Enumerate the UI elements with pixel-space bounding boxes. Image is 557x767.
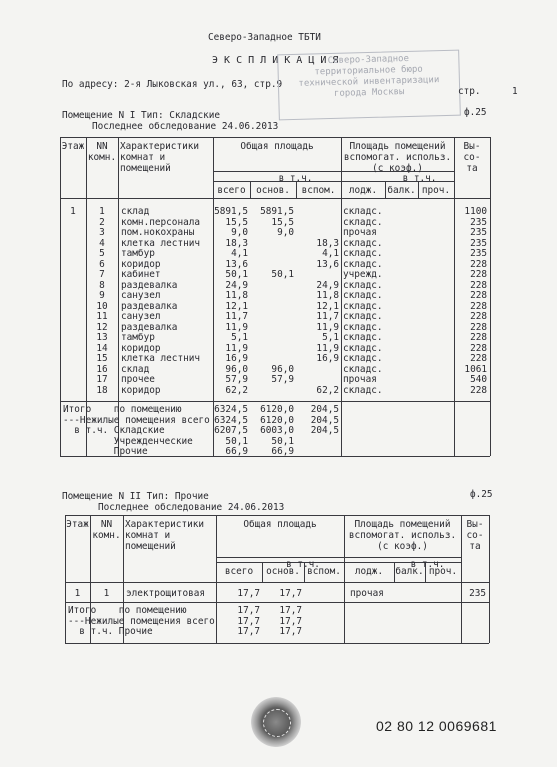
cell-room-name: санузел — [121, 290, 161, 301]
cell-room-number: 8 — [99, 279, 105, 291]
total-label: Итого по помещению — [63, 404, 182, 415]
col-total-area-header: Общая площадь — [240, 141, 314, 152]
cell-usage: складс. — [343, 290, 383, 301]
cell-room-name: склад — [121, 206, 150, 217]
cell-room-name: пом.нокохраны — [121, 227, 195, 238]
cell-room-name: тамбур — [121, 332, 155, 343]
cell-total-area: 11,7 — [225, 311, 248, 322]
total-area: 6207,5 — [214, 425, 248, 436]
cell-total-area: 62,2 — [225, 384, 248, 396]
cell-total-area: 24,9 — [225, 279, 248, 291]
cell-total-area: 57,9 — [225, 374, 248, 385]
col-aux-header: вспом. — [301, 185, 336, 196]
cell-aux-area: 24,9 — [316, 279, 339, 291]
cell-room-number: 12 — [96, 321, 108, 333]
col-floor-header: Этаж — [61, 141, 85, 152]
cell-aux-area: 11,9 — [316, 321, 339, 333]
cell-room-name: санузел — [121, 311, 161, 322]
cell-aux-area: 13,6 — [316, 258, 339, 270]
cell-usage: складс. — [343, 258, 383, 270]
cell-floor: 1 — [74, 588, 81, 599]
premise2-title: Помещение N II Тип: Прочие — [62, 491, 209, 502]
cell-height: 228 — [470, 321, 487, 333]
cell-usage: складс. — [343, 237, 383, 249]
cell-height: 540 — [470, 374, 487, 385]
col-aux-area-header: Площадь помещений вспомогат. использ. (с коэф.) — [343, 141, 452, 174]
total-label: Учрежденческие — [63, 435, 193, 447]
cell-usage: складс. — [343, 363, 383, 375]
cell-total-area: 17,7 — [237, 588, 260, 599]
page-label: стр. — [458, 86, 481, 97]
cell-room-number: 18 — [96, 384, 108, 396]
cell-room-name: комн.персонала — [121, 216, 201, 228]
cell-total-area: 5,1 — [231, 332, 248, 343]
cell-height: 235 — [469, 588, 486, 599]
stamp-line: города Москвы — [333, 87, 405, 99]
cell-aux-area: 4,1 — [322, 248, 339, 259]
cell-room-number: 2 — [99, 216, 105, 228]
premise2-survey: Последнее обследование 24.06.2013 — [98, 502, 285, 513]
cell-room-number: 1 — [103, 588, 110, 599]
col-total-area-header: Общая площадь — [243, 519, 317, 530]
col-floor-header: Этаж — [66, 519, 89, 530]
cell-aux-area: 11,7 — [316, 311, 339, 322]
cell-total-area: 5891,5 — [214, 206, 248, 217]
cell-usage: прочая — [343, 227, 377, 238]
col-aux-incl-header: в т.ч. — [410, 559, 445, 570]
cell-height: 1061 — [464, 363, 487, 375]
cell-room-number: 15 — [96, 353, 108, 364]
cell-total-area: 11,9 — [225, 321, 248, 333]
table-rule — [65, 643, 489, 644]
cell-total-area: 15,5 — [225, 216, 248, 228]
total-aux-area: 204,5 — [310, 404, 339, 415]
cell-room-name: тамбур — [121, 248, 155, 259]
cell-room-name: электрощитовая — [126, 588, 206, 599]
total-main-area: 6003,0 — [260, 425, 294, 436]
cell-total-area: 12,1 — [225, 300, 248, 312]
total-main-area: 6120,0 — [260, 404, 294, 415]
total-label: Итого по помещению — [68, 605, 187, 616]
cell-usage: прочая — [350, 588, 384, 599]
cell-height: 228 — [470, 290, 487, 301]
total-main-area: 50,1 — [271, 435, 294, 447]
cell-usage: складс. — [343, 342, 383, 354]
cell-total-area: 13,6 — [225, 258, 248, 270]
table-rule — [60, 137, 61, 456]
premise1-survey: Последнее обследование 24.06.2013 — [92, 121, 279, 132]
table-rule — [60, 401, 490, 402]
col-room-number-header: NN комн. — [87, 141, 117, 163]
cell-room-number: 16 — [96, 363, 108, 375]
total-aux-area: 204,5 — [310, 414, 339, 426]
col-other-header: проч. — [421, 185, 451, 196]
cell-total-area: 11,8 — [225, 290, 248, 301]
cell-usage: складс. — [343, 332, 383, 343]
cell-room-name: клетка лестнич — [121, 237, 201, 249]
cell-height: 228 — [470, 342, 487, 354]
cell-usage: складс. — [343, 206, 383, 217]
col-room-number-header: NN комн. — [92, 519, 121, 541]
cell-total-area: 4,1 — [231, 248, 248, 259]
cell-height: 228 — [470, 384, 487, 396]
col-height-header: Вы- со- та — [463, 141, 481, 174]
col-incl-header: в т.ч. — [286, 559, 320, 570]
table-rule — [216, 557, 344, 558]
col-main-header: основ. — [256, 185, 290, 196]
col-description-header: Характеристики комнат и помещений — [125, 519, 205, 552]
cell-height: 228 — [470, 258, 487, 270]
cell-height: 1100 — [464, 206, 487, 217]
col-loggia-header: лодж. — [348, 185, 378, 196]
cell-usage: складс. — [343, 311, 383, 322]
document-number: 02 80 12 0069681 — [376, 718, 497, 734]
premise1-form: ф.25 — [464, 107, 487, 118]
cell-main-area: 17,7 — [279, 588, 302, 599]
total-area: 50,1 — [225, 435, 248, 447]
total-main-area: 66,9 — [271, 446, 294, 457]
cell-room-name: коридор — [121, 342, 161, 354]
table-rule — [489, 515, 490, 643]
cell-room-number: 17 — [96, 374, 108, 385]
col-aux-incl-header: в т.ч. — [402, 173, 437, 184]
total-label: в т.ч. Складские — [63, 425, 165, 436]
document-title: Э К С П Л И К А Ц И Я — [212, 55, 339, 66]
stamp-line: Северо-Западное — [327, 53, 410, 67]
cell-usage: складс. — [343, 279, 383, 291]
cell-room-name: коридор — [121, 258, 161, 270]
cell-main-area: 57,9 — [271, 374, 294, 385]
total-main-area: 6120,0 — [260, 414, 294, 426]
cell-aux-area: 18,3 — [316, 237, 339, 249]
cell-usage: прочая — [343, 374, 377, 385]
seal-inner-ring — [263, 709, 291, 737]
cell-aux-area: 5,1 — [322, 332, 339, 343]
cell-height: 228 — [470, 332, 487, 343]
cell-main-area: 5891,5 — [260, 206, 294, 217]
cell-floor: 1 — [70, 206, 76, 217]
cell-usage: учрежд. — [343, 269, 383, 280]
page-number: 1 — [512, 86, 518, 97]
col-total-header: всего — [224, 566, 254, 577]
cell-main-area: 15,5 — [271, 216, 294, 228]
table-rule — [65, 602, 489, 603]
cell-room-number: 9 — [99, 290, 105, 301]
cell-aux-area: 11,9 — [316, 342, 339, 354]
cell-usage: складс. — [343, 300, 383, 312]
stamp-line: территориальное бюро — [314, 64, 423, 78]
col-aux-area-header: Площадь помещений вспомогат. использ. (с коэф.) — [348, 519, 457, 552]
total-label: ---Нежилые помещения всего — [63, 414, 210, 426]
address: По адресу: 2-я Лыковская ул., 63, стр.9 — [62, 79, 283, 90]
cell-room-number: 4 — [99, 237, 105, 249]
cell-room-number: 6 — [99, 258, 105, 270]
cell-usage: складс. — [343, 353, 383, 364]
col-other-header: проч. — [428, 566, 458, 577]
cell-height: 228 — [470, 300, 487, 312]
cell-total-area: 96,0 — [225, 363, 248, 375]
total-main-area: 17,7 — [279, 615, 302, 627]
col-balcony-header: балк. — [387, 185, 416, 196]
col-total-header: всего — [217, 185, 246, 196]
cell-aux-area: 12,1 — [316, 300, 339, 312]
cell-height: 228 — [470, 279, 487, 291]
cell-room-name: клетка лестнич — [121, 353, 201, 364]
col-height-header: Вы- со- та — [466, 519, 484, 552]
total-area: 6324,5 — [214, 414, 248, 426]
cell-room-name: прочее — [121, 374, 155, 385]
cell-room-number: 1 — [99, 206, 105, 217]
cell-height: 235 — [470, 248, 487, 259]
total-area: 66,9 — [225, 446, 248, 457]
cell-height: 228 — [470, 353, 487, 364]
cell-height: 228 — [470, 311, 487, 322]
cell-room-number: 7 — [99, 269, 105, 280]
cell-main-area: 96,0 — [271, 363, 294, 375]
cell-height: 235 — [470, 216, 487, 228]
total-area: 17,7 — [237, 615, 260, 627]
cell-total-area: 11,9 — [225, 342, 248, 354]
cell-main-area: 50,1 — [271, 269, 294, 280]
total-label: ---Нежилые помещения всего — [68, 615, 215, 627]
cell-usage: складс. — [343, 248, 383, 259]
cell-room-name: раздевалка — [121, 300, 178, 312]
cell-usage: складс. — [343, 321, 383, 333]
cell-total-area: 9,0 — [231, 227, 248, 238]
cell-height: 228 — [470, 269, 487, 280]
col-description-header: Характеристики комнат и помещений — [120, 141, 200, 174]
cell-main-area: 9,0 — [277, 227, 294, 238]
cell-room-name: раздевалка — [121, 279, 178, 291]
premise1-title: Помещение N I Тип: Складские — [62, 110, 221, 121]
cell-room-number: 3 — [99, 227, 105, 238]
cell-total-area: 18,3 — [225, 237, 248, 249]
cell-room-name: кабинет — [121, 269, 161, 280]
table-rule — [65, 515, 489, 516]
cell-total-area: 50,1 — [225, 269, 248, 280]
table-rule — [490, 137, 491, 456]
stamp-line: технической инвентаризации — [298, 75, 440, 89]
cell-room-name: коридор — [121, 384, 161, 396]
cell-height: 235 — [470, 227, 487, 238]
cell-height: 235 — [470, 237, 487, 249]
total-main-area: 17,7 — [279, 626, 302, 637]
org-name: Северо-Западное ТБТИ — [208, 32, 321, 43]
premise2-form: ф.25 — [470, 489, 493, 500]
total-label: в т.ч. Прочие — [68, 626, 153, 637]
col-loggia-header: лодж. — [354, 566, 384, 577]
cell-aux-area: 16,9 — [316, 353, 339, 364]
total-main-area: 17,7 — [279, 605, 302, 616]
cell-room-number: 10 — [96, 300, 108, 312]
bti-stamp — [277, 50, 461, 121]
cell-usage: складс. — [343, 216, 383, 228]
table-rule — [65, 582, 489, 583]
cell-room-number: 11 — [96, 311, 108, 322]
table-rule — [213, 171, 341, 172]
col-balcony-header: балк. — [395, 566, 424, 577]
cell-room-number: 14 — [96, 342, 108, 354]
col-incl-header: в т.ч. — [278, 173, 313, 184]
total-area: 6324,5 — [214, 404, 248, 415]
table-rule — [344, 557, 461, 558]
table-rule — [65, 515, 66, 643]
cell-room-name: раздевалка — [121, 321, 178, 333]
total-area: 17,7 — [237, 626, 260, 637]
total-aux-area: 204,5 — [310, 425, 339, 436]
col-aux-header: вспом. — [307, 566, 341, 577]
cell-usage: складс. — [343, 384, 383, 396]
total-label: Прочие — [63, 446, 148, 457]
col-main-header: основ. — [266, 566, 300, 577]
cell-room-number: 5 — [99, 248, 105, 259]
cell-aux-area: 62,2 — [316, 384, 339, 396]
cell-aux-area: 11,8 — [316, 290, 339, 301]
table-rule — [60, 198, 490, 199]
table-rule — [60, 137, 490, 138]
cell-total-area: 16,9 — [225, 353, 248, 364]
cell-room-name: склад — [121, 363, 150, 375]
total-area: 17,7 — [237, 605, 260, 616]
cell-room-number: 13 — [96, 332, 108, 343]
